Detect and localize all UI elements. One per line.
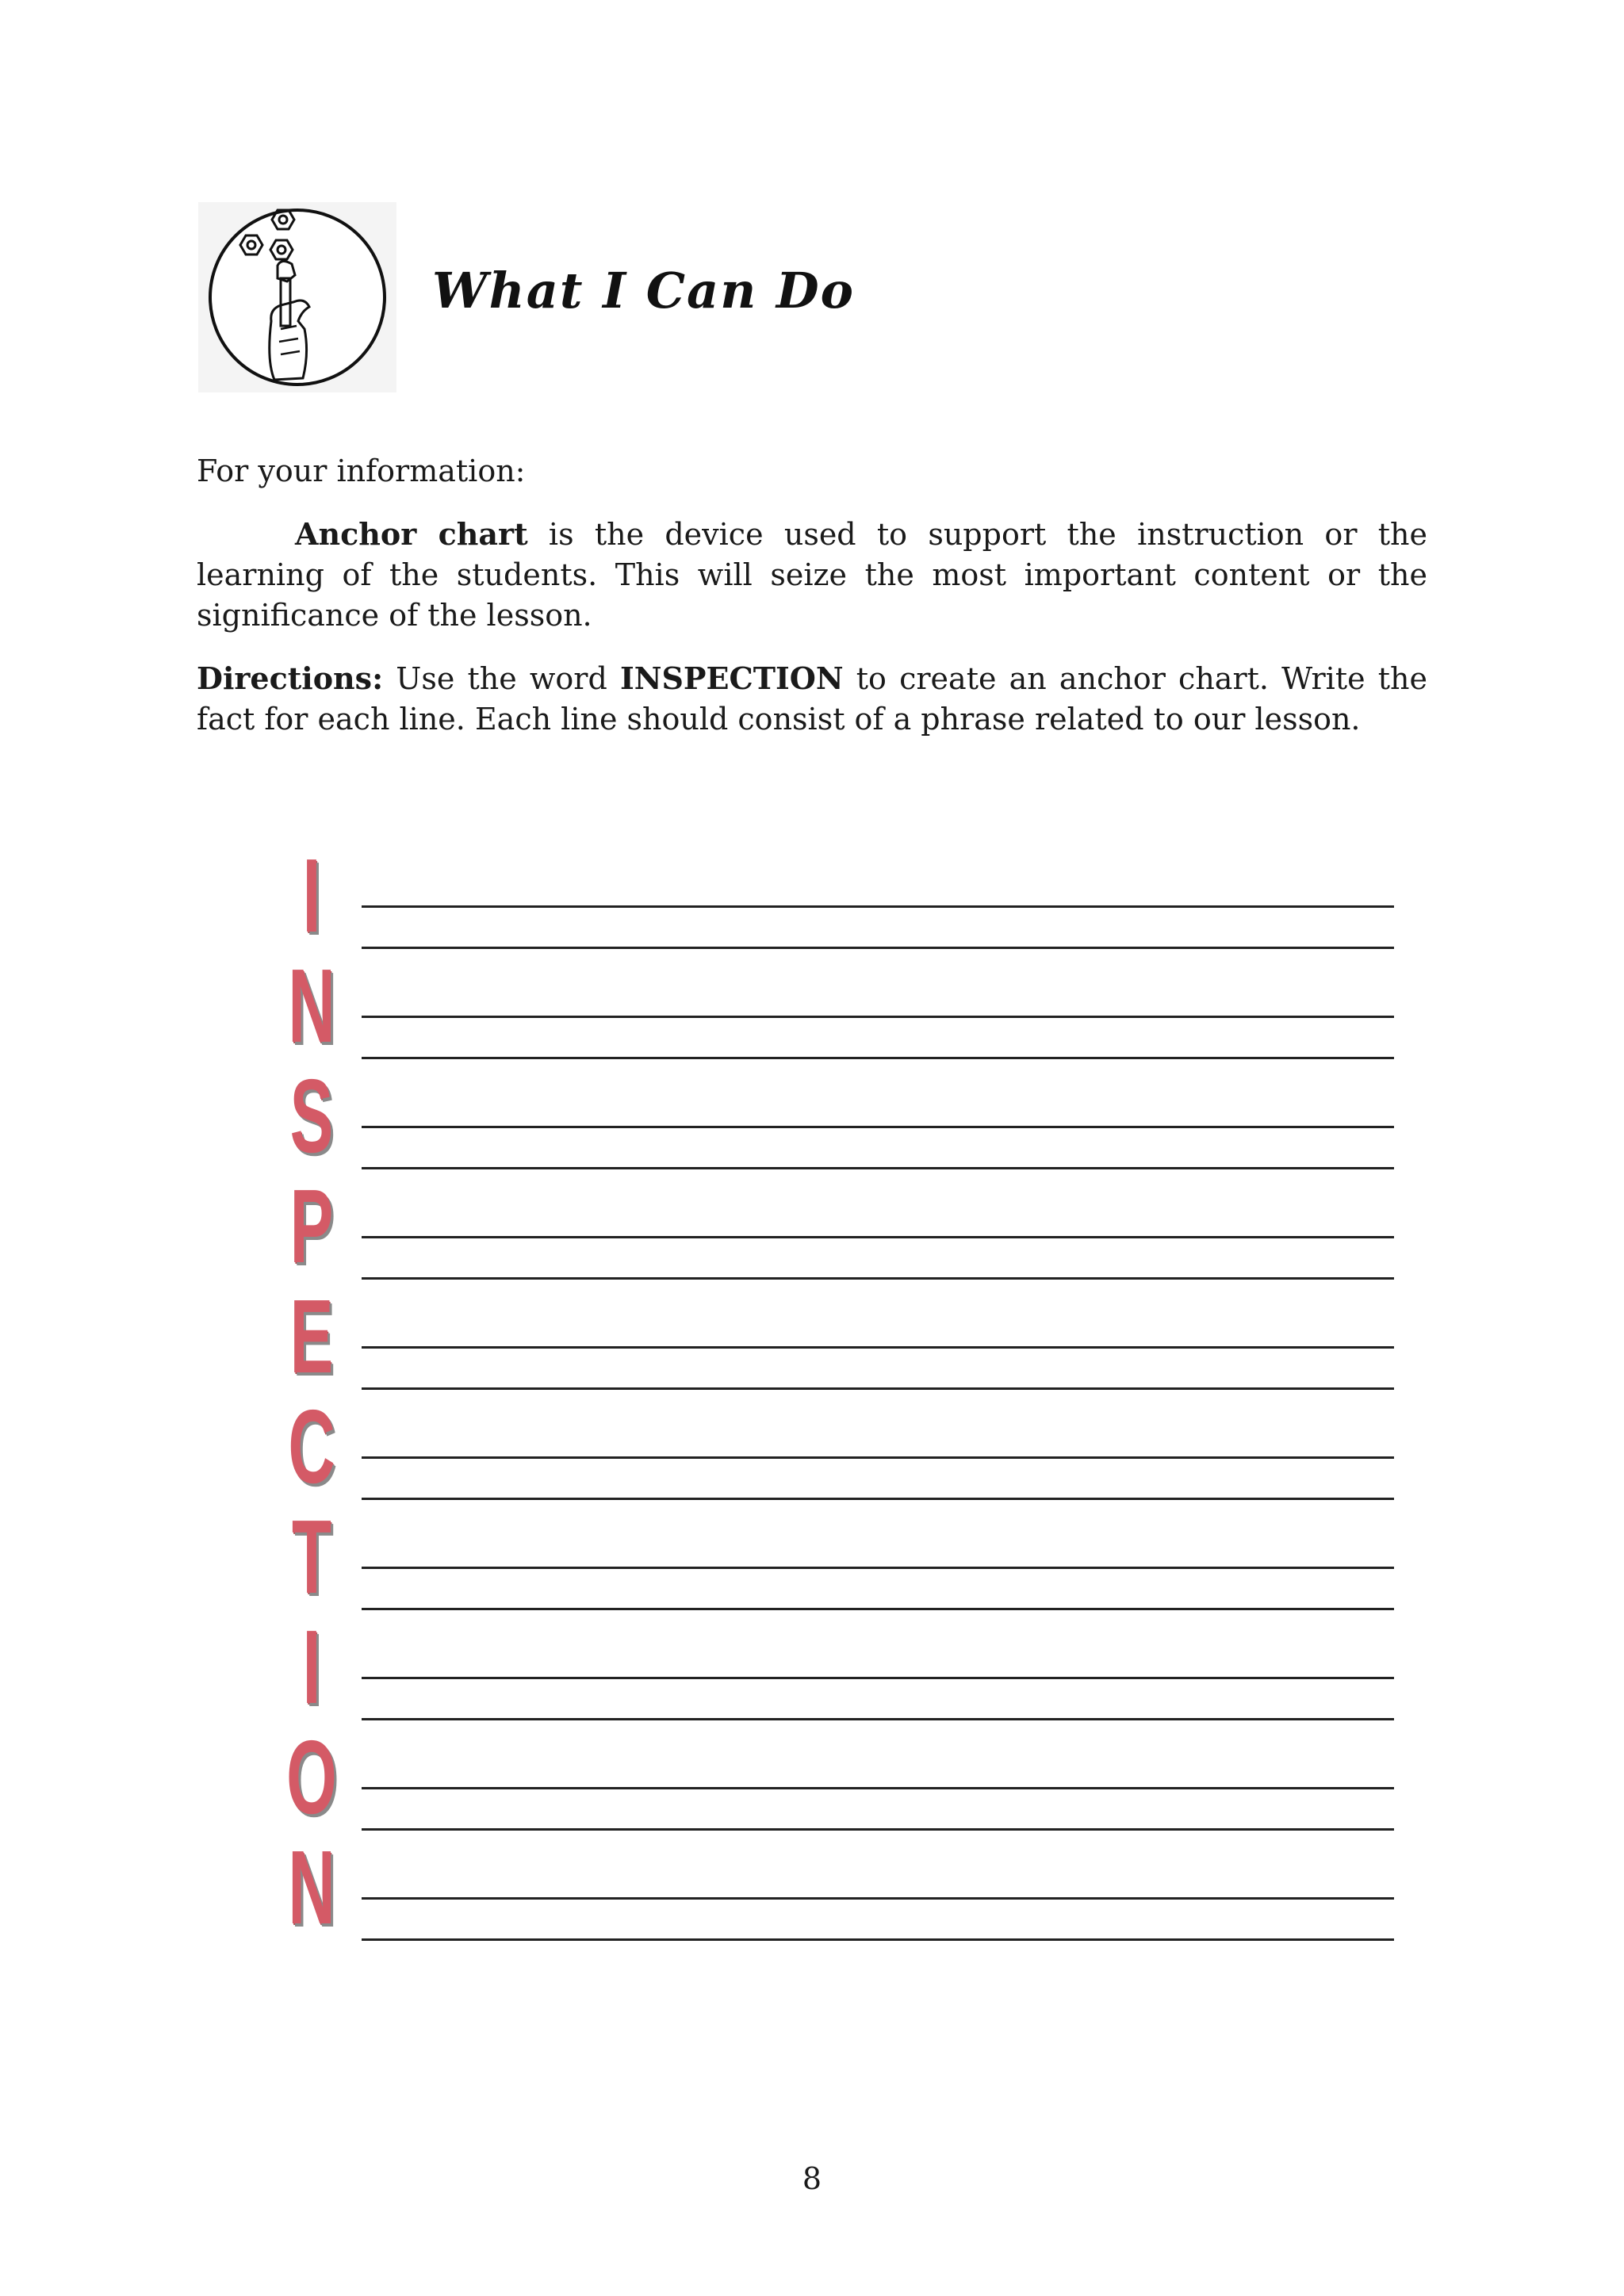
directions-text-before: Use the word bbox=[383, 661, 620, 696]
answer-line[interactable] bbox=[362, 1828, 1394, 1831]
acrostic-letter: I bbox=[302, 1609, 321, 1725]
acrostic-letter: N bbox=[288, 947, 335, 1064]
answer-line[interactable] bbox=[362, 947, 1394, 949]
answer-line[interactable] bbox=[362, 1567, 1394, 1569]
definition-text: is the device used to support the instruction or the learning of the students. This will seize the most important content or the significance of the lesson. bbox=[197, 517, 1427, 633]
acrostic-letter: N bbox=[288, 1829, 335, 1946]
anchor-chart-term: Anchor chart bbox=[295, 516, 528, 552]
answer-line[interactable] bbox=[362, 1387, 1394, 1390]
answer-line[interactable] bbox=[362, 1677, 1394, 1679]
page-number: 8 bbox=[802, 2161, 822, 2196]
answer-line[interactable] bbox=[362, 1938, 1394, 1941]
answer-line[interactable] bbox=[362, 1718, 1394, 1720]
answer-line[interactable] bbox=[362, 905, 1394, 908]
acrostic-letter: T bbox=[291, 1498, 331, 1615]
answer-line[interactable] bbox=[362, 1608, 1394, 1610]
acrostic-letter: E bbox=[289, 1278, 334, 1395]
acrostic-letter: P bbox=[289, 1168, 334, 1284]
hand-wrench-nuts-icon bbox=[198, 202, 396, 392]
answer-line[interactable] bbox=[362, 1277, 1394, 1280]
answer-line[interactable] bbox=[362, 1057, 1394, 1059]
answer-line[interactable] bbox=[362, 1346, 1394, 1349]
anchor-chart-definition bbox=[197, 514, 1427, 636]
acrostic-letter: I bbox=[302, 837, 321, 954]
answer-line[interactable] bbox=[362, 1456, 1394, 1459]
directions-text-after: to create an anchor chart. Write the fact for each line. Each line should consist of a phrase related to our lesson. bbox=[197, 661, 1427, 737]
acrostic-letter: O bbox=[286, 1719, 337, 1835]
section-title: What I Can Do bbox=[432, 262, 855, 320]
answer-line[interactable] bbox=[362, 1236, 1394, 1238]
directions-label: Directions: bbox=[197, 660, 384, 696]
intro-label: For your information: bbox=[197, 453, 526, 488]
acrostic-letter: S bbox=[289, 1058, 334, 1174]
answer-line[interactable] bbox=[362, 1016, 1394, 1018]
answer-line[interactable] bbox=[362, 1498, 1394, 1500]
directions-keyword: INSPECTION bbox=[619, 660, 844, 696]
answer-line[interactable] bbox=[362, 1126, 1394, 1128]
answer-line[interactable] bbox=[362, 1787, 1394, 1789]
acrostic-letter: C bbox=[288, 1388, 335, 1505]
directions-paragraph bbox=[197, 658, 1427, 740]
answer-line[interactable] bbox=[362, 1167, 1394, 1169]
answer-line[interactable] bbox=[362, 1897, 1394, 1900]
